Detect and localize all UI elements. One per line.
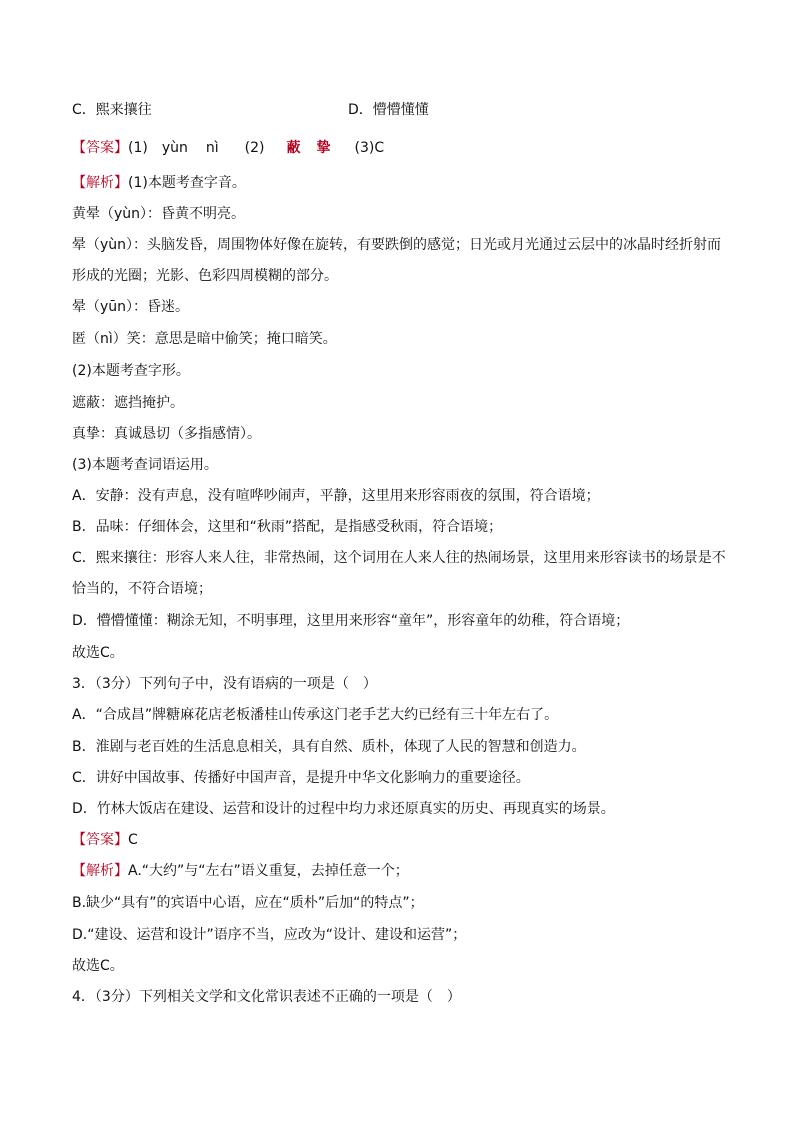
answer-tag: 【答案】 <box>72 832 128 848</box>
question-3-answer: C <box>128 832 138 848</box>
analysis-line: C．熙来攘往：形容人来人往，非常热闹，这个词用在人来人往的热闹场景，这里用来形容读书的场景是不 <box>72 550 726 566</box>
question-3-stem: 3．（3分）下列句子中，没有语病的一项是（ ） <box>72 676 377 692</box>
answer-part-2-a: 蔽 <box>286 140 301 156</box>
analysis-line: 黄晕（yùn）：昏黄不明亮。 <box>72 206 246 222</box>
answer-part-2-label: (2) <box>244 140 265 156</box>
analysis-line: 真挚：真诚恳切（多指感情）。 <box>72 426 261 442</box>
answer-part-1-label: (1) <box>128 140 148 156</box>
analysis-line: 遮蔽：遮挡掩护。 <box>72 395 184 411</box>
question-3-option-b: B．淮剧与老百姓的生活息息相关，具有自然、质朴，体现了人民的智慧和创造力。 <box>72 739 586 755</box>
analysis-line: 晕（yūn）：昏迷。 <box>72 299 190 315</box>
analysis-tag: 【解析】 <box>72 175 128 191</box>
option-d: D．懵懵懂懂 <box>348 102 429 118</box>
question-4-stem: 4．（3分）下列相关文学和文化常识表述不正确的一项是（ ） <box>72 989 461 1005</box>
question-3-analysis-first: A.“大约”与“左右”语义重复，去掉任意一个； <box>128 863 409 879</box>
analysis-line: 形成的光圈；光影、色彩四周模糊的部分。 <box>72 268 338 284</box>
answer-tag: 【答案】 <box>72 140 128 156</box>
answer-row-1 <box>72 138 732 158</box>
question-3-option-a: A．“合成昌”牌糖麻花店老板潘桂山传承这门老手艺大约已经有三十年左右了。 <box>72 707 559 723</box>
analysis-line: 恰当的，不符合语境； <box>72 581 212 597</box>
question-3-analysis-line: 故选C。 <box>72 958 124 974</box>
options-row <box>72 100 732 120</box>
answer-part-1-a: yùn <box>161 140 188 156</box>
analysis-line: A．安静：没有声息，没有喧哗吵闹声，平静，这里用来形容雨夜的氛围，符合语境； <box>72 488 600 504</box>
analysis-row-first <box>72 173 732 193</box>
analysis-line: 故选C。 <box>72 645 124 661</box>
question-3-analysis-line: D.“建设、运营和设计”语序不当，应改为“设计、建设和运营”； <box>72 927 467 943</box>
answer-part-2-b: 挚 <box>316 140 331 156</box>
analysis-first-text: (1)本题考查字音。 <box>128 175 246 191</box>
option-c: C．熙来攘往 <box>72 102 152 118</box>
answer-part-3: (3)C <box>354 140 385 156</box>
question-3-analysis-line: B.缺少“具有”的宾语中心语，应在“质朴”后加“的特点”； <box>72 895 424 911</box>
question-3-option-d: D．竹林大饭店在建设、运营和设计的过程中均力求还原真实的历史、再现真实的场景。 <box>72 801 615 817</box>
analysis-line: (3)本题考查词语运用。 <box>72 457 218 473</box>
analysis-line: 晕（yùn）：头脑发昏，周围物体好像在旋转，有要跌倒的感觉；日光或月光通过云层中的冰晶时经折射而 <box>72 237 722 253</box>
question-3-option-c: C．讲好中国故事、传播好中国声音，是提升中华文化影响力的重要途径。 <box>72 770 530 786</box>
analysis-line: B．品味：仔细体会，这里和“秋雨”搭配，是指感受秋雨，符合语境； <box>72 519 503 535</box>
analysis-line: 匿（nì）笑：意思是暗中偷笑；掩口暗笑。 <box>72 331 337 347</box>
analysis-line: (2)本题考查字形。 <box>72 363 190 379</box>
analysis-line: D．懵懵懂懂：糊涂无知，不明事理，这里用来形容“童年”，形容童年的幼稚，符合语境； <box>72 613 630 629</box>
question-3-answer-row <box>72 830 732 850</box>
analysis-tag: 【解析】 <box>72 863 128 879</box>
question-3-analysis-row <box>72 861 732 881</box>
answer-part-1-b: nì <box>205 140 219 156</box>
